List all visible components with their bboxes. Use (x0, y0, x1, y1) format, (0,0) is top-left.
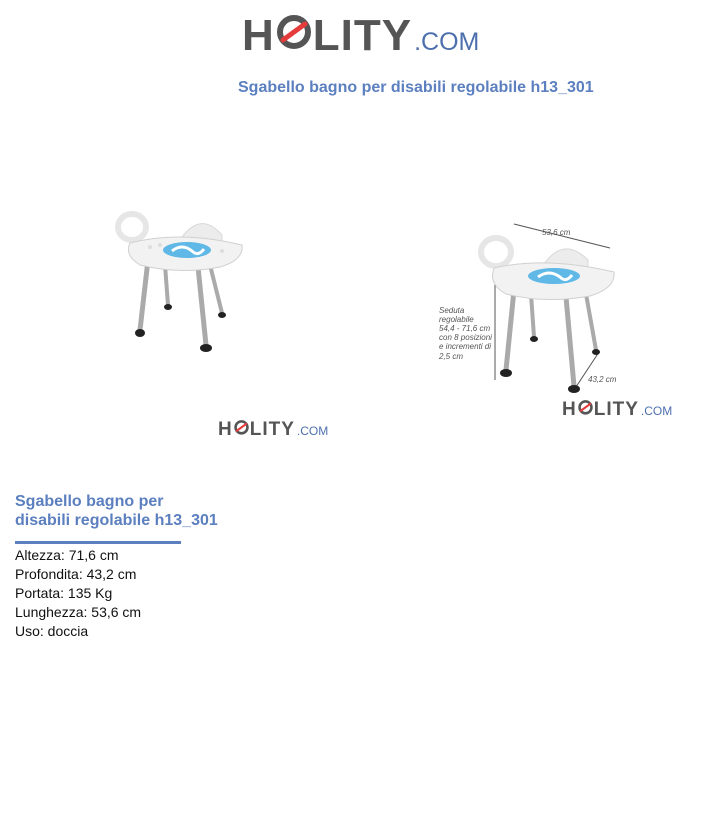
logo-letters-lity: LITY (593, 399, 639, 420)
spec-height: Altezza: 71,6 cm (15, 547, 119, 563)
logo-tld: .COM (414, 28, 480, 56)
title-divider (15, 541, 181, 544)
logo-letters-lity: LITY (249, 419, 295, 440)
seat-note-line-6: 2,5 cm (439, 352, 464, 361)
product-title-line-2: disabili regolabile h13_301 (15, 512, 218, 529)
logo-o-icon (578, 398, 593, 415)
site-logo[interactable] (242, 10, 479, 61)
seat-note-line-4: con 8 posizioni (439, 333, 492, 342)
logo-letter-h: H (218, 419, 233, 440)
product-image-2[interactable] (436, 222, 626, 397)
logo-letters-lity: LITY (312, 11, 413, 60)
dimension-width-label: 53,6 cm (542, 228, 571, 237)
seat-note-line-5: e incrementi di (439, 342, 492, 351)
spec-capacity: Portata: 135 Kg (15, 585, 113, 601)
logo-o-icon (277, 10, 311, 50)
spec-length: Lunghezza: 53,6 cm (15, 604, 142, 620)
image1-logo (218, 418, 328, 441)
product-title-line-1: Sgabello bagno per (15, 493, 164, 510)
dimension-depth-label: 43,2 cm (588, 375, 617, 384)
spec-depth: Profondita: 43,2 cm (15, 566, 137, 582)
seat-note-line-2: regolabile (439, 315, 474, 324)
page-title: Sgabello bagno per disabili regolabile h13_301 (238, 79, 594, 96)
product-image-1[interactable] (110, 205, 250, 365)
logo-tld: .COM (640, 404, 673, 418)
product-title (15, 492, 235, 530)
logo-letter-h: H (562, 399, 577, 420)
seat-note-line-1: Seduta (439, 306, 465, 315)
shower-stool-image (110, 205, 250, 365)
seat-note-line-3: 54,4 - 71,6 cm (439, 324, 491, 333)
dimension-diagram-image (436, 222, 626, 397)
image2-logo (562, 398, 672, 421)
logo-tld: .COM (296, 424, 329, 438)
spec-list (15, 546, 141, 641)
spec-use: Uso: doccia (15, 623, 89, 639)
logo-letter-h: H (242, 11, 275, 60)
logo-o-icon (234, 418, 249, 435)
